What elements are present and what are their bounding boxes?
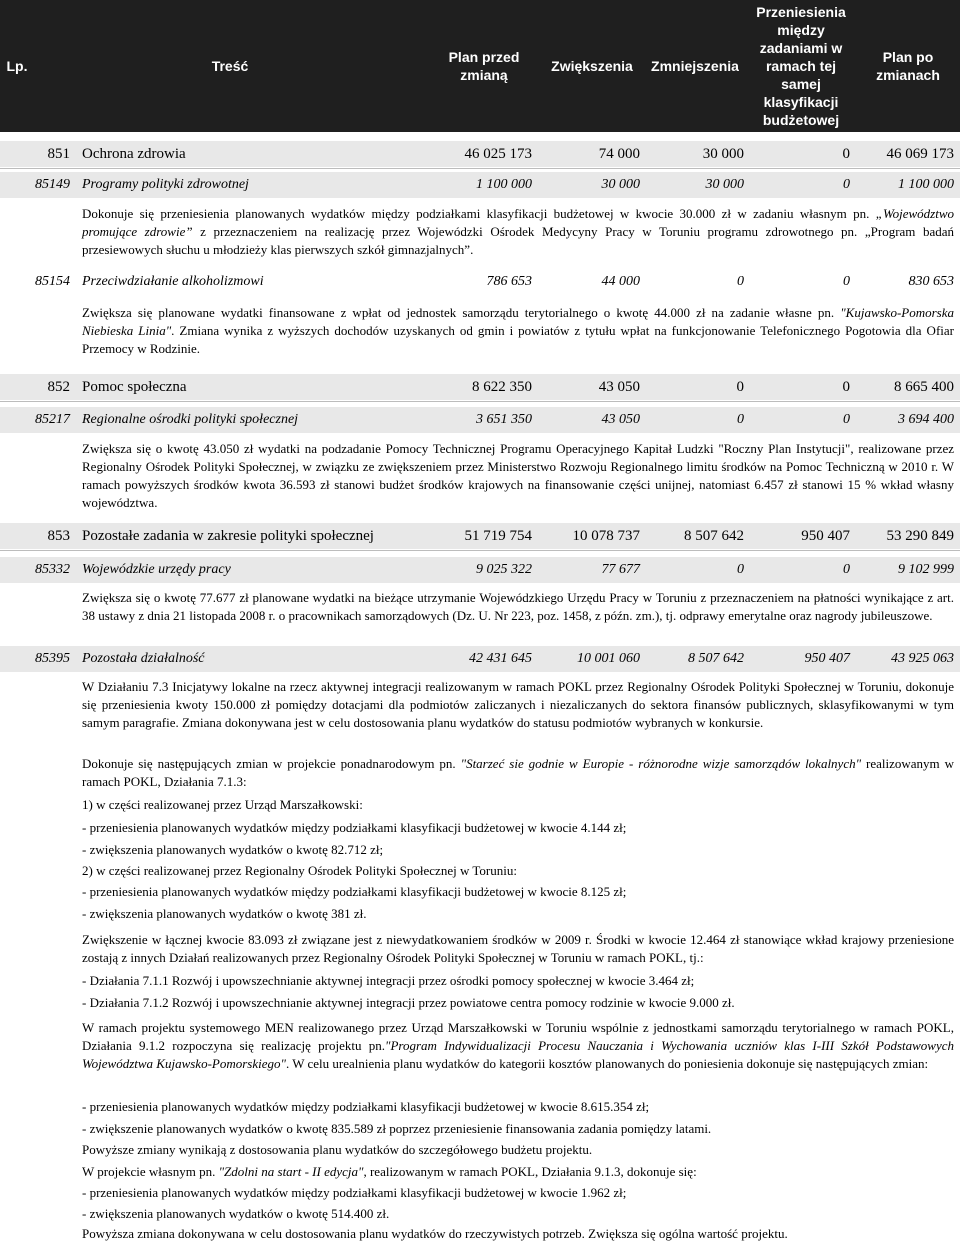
row-przeniesienia: 0	[843, 562, 850, 577]
header-lp: Lp.	[6, 58, 28, 74]
row-zwiekszenia: 43 050	[601, 412, 640, 427]
list-item: - zwiększenia planowanych wydatków o kwotę 514.400 zł.	[82, 1206, 390, 1221]
row-lp: 85395	[35, 651, 70, 666]
description-paragraph: W ramach projektu systemowego MEN realizowanego przez Urząd Marszałkowski w Toruniu wspólnie z jednostkami samorządu terytorialnego w ramach POKL, Działania 9.1.2 rozpoczyna się realizację projektu pn."Program Indywidualizacji Procesu Nauczania i Wychowania uczniów klas I-III Szkół Podstawowych Województwa Kujawsko-Pomorskiego". W celu urealnienia planu wydatków do kategorii kosztów planowanych do poniesienia dokonuje się następujących zmian:	[82, 1020, 954, 1071]
table-row	[0, 646, 960, 672]
row-przeniesienia: 0	[843, 274, 850, 289]
row-zwiekszenia: 10 001 060	[577, 651, 640, 666]
header-plan-przed: Plan przed zmianą	[448, 49, 520, 83]
row-name: Ochrona zdrowia	[82, 146, 186, 162]
list-item: - zwiększenie planowanych wydatków o kwotę 835.589 zł poprzez przeniesienie finansowania zadania pomiędzy latami.	[82, 1121, 712, 1136]
row-lp: 85154	[35, 274, 70, 289]
row-plan-przed: 3 651 350	[476, 412, 532, 427]
row-przeniesienia: 950 407	[801, 528, 850, 544]
divider	[0, 168, 960, 169]
row-plan-po: 9 102 999	[898, 562, 954, 577]
row-lp: 85217	[35, 412, 70, 427]
row-przeniesienia: 950 407	[804, 651, 850, 666]
description-paragraph: Dokonuje się następujących zmian w projekcie ponadnarodowym pn. "Starzeć sie godnie w Europie - różnorodne wizje samorządów lokalnych" realizowanym w ramach POKL, Działania 7.1.3:	[82, 756, 954, 789]
row-plan-przed: 786 653	[486, 274, 532, 289]
table-header	[0, 0, 960, 132]
row-plan-po: 46 069 173	[886, 146, 954, 162]
row-zwiekszenia: 77 677	[601, 562, 640, 577]
row-lp: 851	[47, 146, 70, 162]
row-zwiekszenia: 10 078 737	[572, 528, 640, 544]
description-paragraph: Powyższa zmiana dokonywana w celu dostosowania planu wydatków do rzeczywistych potrzeb. Zwiększa się ogólna wartość projektu.	[82, 1226, 788, 1241]
description-paragraph: Zwiększenie w łącznej kwocie 83.093 zł związane jest z niewydatkowaniem środków w 2009 r. Środki w kwocie 12.464 zł stanowiące wkład krajowy przeniesione zostają z innych Działań realizowanych przez Regionalny Ośrodek Polityki Społecznej w Toruniu w ramach POKL, tj.:	[82, 932, 954, 965]
row-name: Pomoc społeczna	[82, 379, 187, 395]
row-zmniejszenia: 30 000	[702, 146, 744, 162]
row-zmniejszenia: 0	[737, 412, 744, 427]
row-plan-po: 53 290 849	[886, 528, 954, 544]
table-row	[0, 407, 960, 433]
row-przeniesienia: 0	[843, 412, 850, 427]
row-name: Wojewódzkie urzędy pracy	[82, 562, 231, 577]
table-row	[0, 523, 960, 549]
row-plan-po: 8 665 400	[894, 379, 954, 395]
row-lp: 852	[47, 379, 70, 395]
row-zwiekszenia: 74 000	[598, 146, 640, 162]
row-plan-po: 3 694 400	[898, 412, 954, 427]
table-row	[0, 141, 960, 167]
row-name: Przeciwdziałanie alkoholizmowi	[82, 274, 264, 289]
table-row	[0, 269, 960, 295]
row-lp: 85149	[35, 177, 70, 192]
header-przeniesienia: Przeniesienia między zadaniami w ramach tej samej klasyfikacji budżetowej	[756, 4, 846, 128]
list-item: - przeniesienia planowanych wydatków między podziałkami klasyfikacji budżetowej w kwocie 4.144 zł;	[82, 820, 627, 835]
list-item: - Działania 7.1.2 Rozwój i upowszechnianie aktywnej integracji przez powiatowe centra pomocy rodzinie w kwocie 9.000 zł.	[82, 995, 735, 1010]
row-plan-przed: 51 719 754	[464, 528, 532, 544]
description-paragraph: Zwiększa się o kwotę 77.677 zł planowane wydatki na bieżące utrzymanie Wojewódzkiego Urzędu Pracy w Toruniu z przeznaczeniem na płatności wynikające z art. 38 ustawy z dnia 21 listopada 2008 r. o pracownikach samorządowych (Dz. U. Nr 223, poz. 1458, z późn. zm.), tj. odprawy emerytalne oraz nagrody jubileuszowe.	[82, 590, 954, 623]
list-item: - zwiększenia planowanych wydatków o kwotę 82.712 zł;	[82, 842, 384, 857]
description-paragraph: Zwiększa się o kwotę 43.050 zł wydatki na podzadanie Pomocy Technicznej Programu Operacyjnego Kapitał Ludzki "Roczny Plan Instytucji", realizowane przez Regionalny Ośrodek Polityki Społecznej, w związku ze zwiększeniem przez Ministerstwo Rozwoju Regionalnego limitu środków na Pomoc Techniczną w 2010 r. W ramach powyższych środków kwota 36.593 zł stanowi budżet środków krajowych na finansowanie części unijnej, natomiast 6.457 zł stanowi 15 % wkład własny województwa.	[82, 441, 954, 510]
list-item: - przeniesienia planowanych wydatków między podziałkami klasyfikacji budżetowej w kwocie 8.615.354 zł;	[82, 1099, 650, 1114]
row-plan-po: 1 100 000	[898, 177, 954, 192]
table-row	[0, 374, 960, 400]
table-row	[0, 557, 960, 583]
row-name: Pozostała działalność	[82, 651, 205, 666]
description-paragraph: W Działaniu 7.3 Inicjatywy lokalne na rzecz aktywnej integracji realizowanym w ramach POKL przez Regionalny Ośrodek Polityki Społecznej w Toruniu, dokonuje się przeniesienia kwoty 150.000 zł pomiędzy dotacjami dla podmiotów zaliczanych i niezaliczanych do sektora finansów publicznych, sklasyfikowanymi w tym samym paragrafie. Zmiana dokonywana jest w celu dostosowania planu wydatków do statusu podmiotów wybranych w konkursie.	[82, 679, 954, 730]
row-plan-przed: 9 025 322	[476, 562, 532, 577]
row-name: Programy polityki zdrowotnej	[82, 177, 249, 192]
row-plan-po: 43 925 063	[891, 651, 954, 666]
list-item: 2) w części realizowanej przez Regionalny Ośrodek Polityki Społecznej w Toruniu:	[82, 863, 517, 878]
row-plan-przed: 46 025 173	[464, 146, 532, 162]
list-item: - przeniesienia planowanych wydatków między podziałkami klasyfikacji budżetowej w kwocie 1.962 zł;	[82, 1185, 627, 1200]
header-tresc: Treść	[211, 58, 249, 74]
description-paragraph: Zwiększa się planowane wydatki finansowane z wpłat od jednostek samorządu terytorialnego o kwotę 44.000 zł na zadanie własne pn. "Kujawsko-Pomorska Niebieska Linia". Zmiana wynika z wyższych dochodów uzyskanych od gmin i powiatów z tytułu wpłat na funkcjonowanie Telefonicznego Pogotowia dla Ofiar Przemocy w Rodzinie.	[82, 305, 954, 356]
table-row	[0, 172, 960, 198]
row-plan-przed: 42 431 645	[469, 651, 532, 666]
row-zwiekszenia: 43 050	[598, 379, 640, 395]
header-zwiekszenia: Zwiększenia	[551, 58, 633, 74]
row-przeniesienia: 0	[842, 146, 850, 162]
row-zwiekszenia: 44 000	[601, 274, 640, 289]
divider	[0, 401, 960, 402]
row-name: Regionalne ośrodki polityki społecznej	[82, 412, 299, 427]
row-lp: 853	[47, 528, 70, 544]
row-zmniejszenia: 0	[736, 379, 744, 395]
header-plan-po: Plan po zmianach	[876, 49, 940, 83]
description-paragraph: Dokonuje się przeniesienia planowanych wydatków między podziałkami klasyfikacji budżetowej w kwocie 30.000 zł w zadaniu własnym pn. „Województwo promujące zdrowie” z przeznaczeniem na realizację przez Wojewódzki Ośrodek Medycyny Pracy w Toruniu programu zdrowotnego pn. „Program badań przesiewowych słuchu u młodzieży klas pierwszych szkół gimnazjalnych”.	[82, 206, 954, 257]
row-plan-przed: 8 622 350	[472, 379, 532, 395]
row-zmniejszenia: 0	[737, 562, 744, 577]
row-zmniejszenia: 0	[737, 274, 744, 289]
header-zmniejszenia: Zmniejszenia	[651, 58, 739, 74]
list-item: - zwiększenia planowanych wydatków o kwotę 381 zł.	[82, 906, 367, 921]
row-przeniesienia: 0	[842, 379, 850, 395]
row-plan-przed: 1 100 000	[476, 177, 532, 192]
row-zmniejszenia: 8 507 642	[684, 528, 744, 544]
divider	[0, 550, 960, 551]
row-plan-po: 830 653	[908, 274, 954, 289]
row-zmniejszenia: 8 507 642	[688, 651, 744, 666]
list-item: 1) w części realizowanej przez Urząd Marszałkowski:	[82, 797, 363, 812]
row-zwiekszenia: 30 000	[601, 177, 640, 192]
description-paragraph: W projekcie własnym pn. "Zdolni na start - II edycja", realizowanym w ramach POKL, Działania 9.1.3, dokonuje się:	[82, 1164, 697, 1179]
list-item: - Działania 7.1.1 Rozwój i upowszechnianie aktywnej integracji przez ośrodki pomocy społecznej w kwocie 3.464 zł;	[82, 973, 695, 988]
row-name: Pozostałe zadania w zakresie polityki społecznej	[82, 528, 374, 544]
list-item: - przeniesienia planowanych wydatków między podziałkami klasyfikacji budżetowej w kwocie 8.125 zł;	[82, 884, 627, 899]
row-przeniesienia: 0	[843, 177, 850, 192]
row-lp: 85332	[35, 562, 70, 577]
description-paragraph: Powyższe zmiany wynikają z dostosowania planu wydatków do szczegółowego budżetu projektu.	[82, 1142, 593, 1157]
row-zmniejszenia: 30 000	[705, 177, 744, 192]
